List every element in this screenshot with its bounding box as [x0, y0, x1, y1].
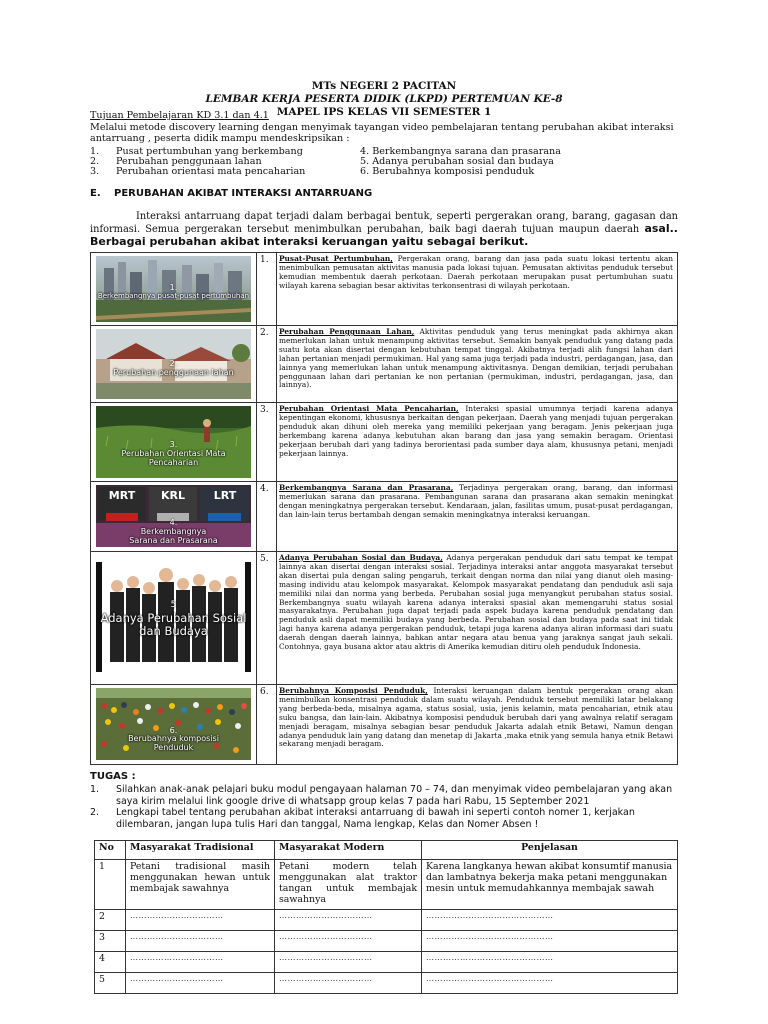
task-item: 2. Lengkapi tabel tentang perubahan akibat interaksi antarruang di bawah ini seperti contoh nomer 1, kerjakan dilembaran, jangan lupa tulis Hari dan tanggal, Nama lengkap, Kelas dan Nomer Absen ! [90, 807, 635, 830]
subject-title: MAPEL IPS KELAS VII SEMESTER 1 [276, 106, 492, 118]
learning-objectives [90, 110, 690, 145]
population-image: 6. Berubahnya komposisi Penduduk [96, 688, 251, 760]
table-row: 2. Perubahan penggunaan lahan 2. Perubahan Penggunaan Lahan, Aktivitas penduduk yang terus meningkat pada akhirnya akan memerlukan lahan untuk menampung aktivitas tersebut. Semakin banyak penduduk yang datang pada suatu kota akan disertai dengan kebutuhan tempat tinggal. Akibatnya terjadi alih fungsi lahan dari lahan pertanian menjadi permukiman. Hal yang sama juga terjadi pada industri, perdagangan, jasa, dan lainnya yang memerlukan lahan untuk menampung aktivitasnya. Dengan demikian, terjadi perubahan penggunaan lahan dari pertanian ke non pertanian (permukiman, industri, perdagangan, jasa, dan lainnya). [91, 326, 678, 403]
table-row: 3 …………………………… …………………………… ……………………………………… [95, 931, 678, 952]
changes-table [90, 252, 678, 765]
table-row: 2 …………………………… …………………………… ……………………………………… [95, 910, 678, 931]
table-row: 1 Petani tradisional masih menggunakan hewan untuk membajak sawahnya Petani modern telah menggunakan alat traktor tangan untuk membajak sawahnya Karena langkanya hewan akibat konsumtif manusia dan lambatnya bekerja maka petani menggunakan mesin untuk memudahkannya membajak sawah [95, 860, 678, 910]
table-row: 5 …………………………… …………………………… ……………………………………… [95, 973, 678, 994]
social-change-image: 5 Adanya Perubahan Sosial dan Budaya [96, 562, 251, 672]
table-row: 5 Adanya Perubahan Sosial dan Budaya 5. Adanya Perubahan Sosial dan Budaya, Adanya pergerakan penduduk dari satu tempat ke tempat lainnya akan disertai dengan interaksi sosial. Terjadinya interaksi antar anggota masyarakat tersebut akan disertai pula dengan saling pengaruh, terkait dengan norma dan nilai yang dianut oleh masing-masing individu atau kelompok masyarakat. Kelompok masyarakat pendatang dan penduduk asli saja memiliki nilai dan norma yang berbeda. Perubahan sosial juga menyangkut perubahan status sosial. Berkembangnya suatu wilayah karena adanya interaksi spasial akan memengaruhi status sosial masyarakatnya. Perubahan juga dapat terjadi pada aspek budaya karena penduduk pendatang dan penduduk asli dapat memiliki budaya yang berbeda. Perubahan sosial dan budaya pada saat ini tidak lagi hanya karena adanya pergerakan penduduk, tetapi juga karena adanya aliran informasi dari suatu daerah dengan daerah lainnya, bahkan antar negara atau benua yang jaraknya sangat jauh sekali. Contohnya, gaya busana aktor atau aktris di Amerika kemudian ditiru oleh penduduk Indonesia. [91, 552, 678, 685]
item-description: Berkembangnya Sarana dan Prasarana, Terjadinya pergerakan orang, barang, dan informasi memerlukan sarana dan prasarana. Pembangunan sarana dan prasarana akan semakin meningkat dengan meningkatnya pergerakan tersebut. Kendaraan, jalan, fasilitas umum, pusat-pusat perdagangan, dan lain-lain terus bertambah dengan semakin meningkatnya interaksi keruangan. [277, 482, 678, 552]
task-item: 1. Silahkan anak-anak pelajari buku modul pengayaan halaman 70 – 74, dan menyimak video pembelajaran yang akan saya kirim melalui link google drive di whatsapp group kelas 7 pada hari Rabu, 15 September 2021 [90, 784, 673, 807]
section-heading: E. PERUBAHAN AKIBAT INTERAKSI ANTARRUANG [90, 188, 373, 199]
item-description: Perubahan Orientasi Mata Pencaharian, Interaksi spasial umumnya terjadi karena adanya kepentingan ekonomi, khususnya berkaitan dengan pekerjaan. Daerah yang menjadi tujuan pergerakan penduduk akan dihuni oleh mereka yang memiliki pekerjaan yang beragam. Jenis pekerjaan juga berkembang karena adanya kebutuhan akan barang dan jasa yang semakin beragam. Orientasi pekerjaan berubah dari yang tadinya berorientasi pada sumber daya alam, khususnya petani, menjadi pekerjaan lainnya. [277, 403, 678, 482]
image-cell [91, 326, 257, 403]
table-row: 3. Perubahan Orientasi Mata Pencaharian 3. Perubahan Orientasi Mata Pencaharian, Interaksi spasial umumnya terjadi karena adanya kepentingan ekonomi, khususnya berkaitan dengan pekerjaan. Daerah yang menjadi tujuan pergerakan penduduk akan dihuni oleh mereka yang memiliki pekerjaan yang beragam. Jenis pekerjaan juga berkembang karena adanya kebutuhan akan barang dan jasa yang semakin beragam. Orientasi pekerjaan berubah dari yang tadinya berorientasi pada sumber daya alam, khususnya petani, menjadi pekerjaan lainnya. [91, 403, 678, 482]
worksheet-title: LEMBAR KERJA PESERTA DIDIK (LKPD) PERTEMUAN KE-8 [205, 93, 563, 105]
goal-item: 2. Perubahan penggunaan lahan [90, 156, 262, 167]
image-cell [91, 482, 257, 552]
school-name: MTs NEGERI 2 PACITAN [311, 80, 457, 92]
image-cell [91, 552, 257, 685]
goal-item: 6. Berubahnya komposisi penduduk [360, 166, 535, 177]
lrt-label: LRT [213, 489, 237, 502]
table-row: 6. Berubahnya komposisi Penduduk 6. Berubahnya Komposisi Penduduk, Interaksi keruangan dalam bentuk pergerakan orang akan menimbulkan konsentrasi penduduk dalam suatu wilayah. Penduduk tersebut memiliki latar belakang yang berbeda-beda, misalnya agama, status sosial, usia, jenis kelamin, mata pencaharian, etnik atau suku bangsa, dan lain-lain. Akibatnya komposisi penduduk berubah dari yang awalnya relatif seragam menjadi beragam, misalnya sebagian besar penduduk Jakarta adalah etnik Betawi, Namun dengan adanya penduduk lain yang datang dan menetap di Jakarta ,maka etnik yang semula hanya etnik Betawi sekarang menjadi beragam. [91, 685, 678, 765]
mrt-label: MRT [108, 489, 136, 502]
goal-item: 3. Perubahan orientasi mata pencaharian [90, 166, 306, 177]
item-description: Berubahnya Komposisi Penduduk, Interaksi keruangan dalam bentuk pergerakan orang akan menimbulkan konsentrasi penduduk dalam suatu wilayah. Penduduk tersebut memiliki latar belakang yang berbeda-beda, misalnya agama, status sosial, usia, jenis kelamin, mata pencaharian, etnik atau suku bangsa, dan lain-lain. Akibatnya komposisi penduduk berubah dari yang awalnya relatif seragam menjadi beragam, misalnya sebagian besar penduduk Jakarta adalah etnik Betawi, Namun dengan adanya penduduk lain yang datang dan menetap di Jakarta ,maka etnik yang semula hanya etnik Betawi sekarang menjadi beragam. [277, 685, 678, 765]
goal-item: 5. Adanya perubahan sosial dan budaya [360, 156, 554, 167]
table-row: 1. Berkembangnya pusat-pusat pertumbuhan 1. Pusat-Pusat Pertumbuhan, Pergerakan orang, barang dan jasa pada suatu lokasi tertentu akan menimbulkan pemusatan aktivitas manusia pada lokasi tujuan. Pemusatan aktivitas penduduk tersebut kemudian membentuk daerah perkotaan. Daerah perkotaan merupakan pusat pertumbuhan suatu wilayah karena sebagian besar aktivitas terkonsentrasi di wilayah perkotaan. [91, 253, 678, 326]
livelihood-image: 3. Perubahan Orientasi Mata Pencaharian [96, 406, 251, 478]
item-description: Adanya Perubahan Sosial dan Budaya, Adanya pergerakan penduduk dari satu tempat ke tempat lainnya akan disertai dengan interaksi sosial. Terjadinya interaksi antar anggota masyarakat tersebut akan disertai pula dengan saling pengaruh, terkait dengan norma dan nilai yang dianut oleh masing-masing individu atau kelompok masyarakat. Kelompok masyarakat pendatang dan penduduk asli saja memiliki nilai dan norma yang berbeda. Perubahan sosial juga menyangkut perubahan status sosial. Berkembangnya suatu wilayah karena adanya interaksi spasial akan memengaruhi status sosial masyarakatnya. Perubahan juga dapat terjadi pada aspek budaya karena penduduk pendatang dan penduduk asli dapat memiliki budaya yang berbeda. Perubahan sosial dan budaya pada saat ini tidak lagi hanya karena adanya pergerakan penduduk, tetapi juga karena adanya aliran informasi dari suatu daerah dengan daerah lainnya, bahkan antar negara atau benua yang jaraknya sangat jauh sekali. Contohnya, gaya busana aktor atau aktris di Amerika kemudian ditiru oleh penduduk Indonesia. [277, 552, 678, 685]
image-cell [91, 685, 257, 765]
objectives-text: Melalui metode discovery learning dengan menyimak tayangan video pembelajaran tentang perubahan akibat interaksi antarruang , peserta didik mampu mendeskripsikan : [90, 121, 674, 144]
objectives-heading: Tujuan Pembelajaran KD 3.1 dan 4.1 [90, 110, 269, 121]
image-cell [91, 403, 257, 482]
goal-item: 1. Pusat pertumbuhan yang berkembang [90, 146, 303, 157]
table-row: 4 …………………………… …………………………… ……………………………………… [95, 952, 678, 973]
item-description: Perubahan Penggunaan Lahan, Aktivitas penduduk yang terus meningkat pada akhirnya akan memerlukan lahan untuk menampung aktivitas tersebut. Semakin banyak penduduk yang datang pada suatu kota akan disertai dengan kebutuhan tempat tinggal. Akibatnya terjadi alih fungsi lahan dari lahan pertanian menjadi permukiman. Hal yang sama juga terjadi pada industri, perdagangan, jasa, dan lainnya yang memerlukan lahan untuk menampung aktivitasnya. Dengan demikian, terjadi perubahan penggunaan lahan dari pertanian ke non pertanian (permukiman, industri, perdagangan, jasa, dan lainnya). [277, 326, 678, 403]
tasks-heading: TUGAS : [90, 771, 136, 782]
image-cell [91, 253, 257, 326]
section-paragraph: Interaksi antarruang dapat terjadi dalam berbagai bentuk, seperti pergerakan orang, barang, gagasan dan informasi. Semua pergerakan tersebut menimbulkan perubahan, baik bagi daerah tujuan maupun daerah asal.. Berbagai perubahan akibat interaksi keruangan yaitu sebagai berikut. [90, 211, 678, 248]
table-row: MRT KRL LRT 4. Berkembangnya Sarana dan Prasarana 4. Berkembangnya Sarana dan Prasarana, Terjadinya pergerakan orang, barang, dan informasi memerlukan sarana dan prasarana. Pembangunan sarana dan prasarana akan semakin meningkat dengan meningkatnya pergerakan tersebut. Kendaraan, jalan, fasilitas umum, pusat-pusat perdagangan, dan lain-lain terus bertambah dengan semakin meningkatnya interaksi keruangan. [91, 482, 678, 552]
worksheet-table [94, 840, 678, 994]
land-use-image: 2. Perubahan penggunaan lahan [96, 329, 251, 399]
item-description: Pusat-Pusat Pertumbuhan, Pergerakan orang, barang dan jasa pada suatu lokasi tertentu akan menimbulkan pemusatan aktivitas manusia pada lokasi tujuan. Pemusatan aktivitas penduduk tersebut kemudian membentuk daerah perkotaan. Daerah perkotaan merupakan pusat pertumbuhan suatu wilayah karena sebagian besar aktivitas terkonsentrasi di wilayah perkotaan. [277, 253, 678, 326]
krl-label: KRL [160, 489, 185, 502]
goal-item: 4. Berkembangnya sarana dan prasarana [360, 146, 561, 157]
city-growth-image: 1. Berkembangnya pusat-pusat pertumbuhan [96, 256, 251, 322]
infrastructure-image: MRT KRL LRT 4. Berkembangnya Sarana dan Prasarana [96, 485, 251, 547]
table-header: No Masyarakat Tradisional Masyarakat Modern Penjelasan [95, 841, 678, 860]
